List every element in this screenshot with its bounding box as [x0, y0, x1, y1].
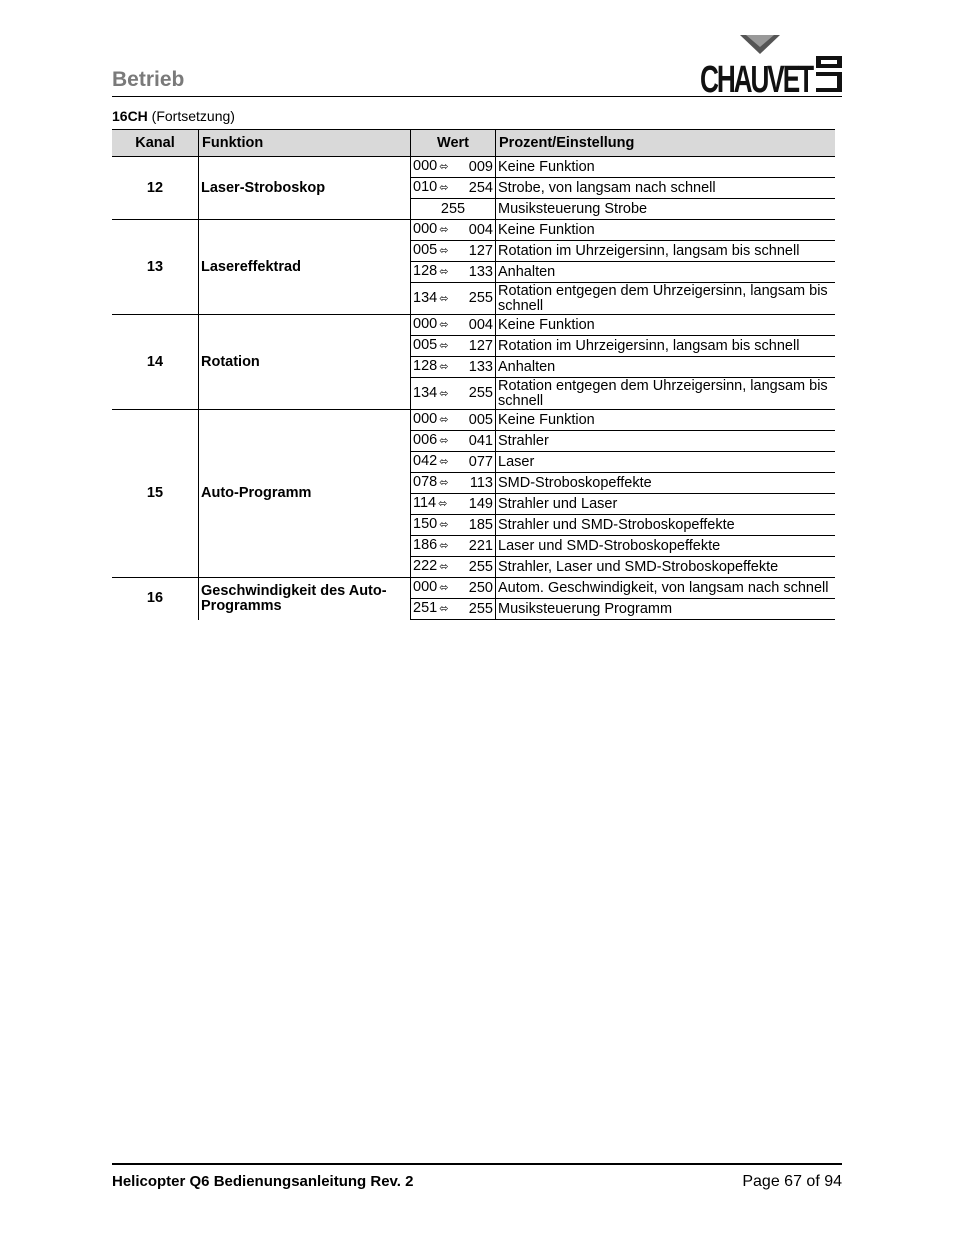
wert-cell [411, 357, 496, 378]
wert-cell [411, 515, 496, 536]
einstellung-cell: Musiksteuerung Programm [496, 599, 836, 620]
wert-to: 005 [468, 411, 493, 428]
footer-document-title: Helicopter Q6 Bedienungsanleitung Rev. 2 [112, 1173, 414, 1190]
einstellung-cell: Autom. Geschwindigkeit, von langsam nach schnell [496, 578, 836, 599]
wert-cell [411, 536, 496, 557]
range-arrow-icon: ⬄ [439, 245, 449, 257]
table-caption: 16CH (Fortsetzung) [112, 108, 235, 124]
wert-to: 185 [468, 516, 493, 533]
einstellung-cell: Rotation entgegen dem Uhrzeigersinn, langsam bis schnell [496, 378, 836, 410]
wert-to: 221 [468, 537, 493, 554]
wert-from: 005 [413, 242, 438, 258]
wert-from: 134 [413, 384, 438, 401]
wert-to: 254 [468, 179, 493, 196]
kanal-cell: 12 [112, 157, 199, 220]
einstellung-cell: Rotation im Uhrzeigersinn, langsam bis schnell [496, 336, 836, 357]
wert-to: 127 [468, 337, 493, 354]
einstellung-cell: Rotation im Uhrzeigersinn, langsam bis schnell [496, 241, 836, 262]
wert-cell [411, 178, 496, 199]
svg-text:CHAUVET: CHAUVET [700, 59, 814, 101]
range-arrow-icon: ⬄ [439, 435, 449, 447]
wert-from: 186 [413, 537, 438, 553]
wert-cell [411, 473, 496, 494]
wert-from: 134 [413, 289, 438, 306]
range-arrow-icon: ⬄ [439, 603, 449, 615]
kanal-cell: 14 [112, 315, 199, 410]
wert-from: 222 [413, 558, 438, 574]
wert-to: 255 [468, 558, 493, 575]
wert-cell [411, 336, 496, 357]
wert-from: 114 [413, 495, 437, 511]
wert-value: 255 [440, 200, 466, 217]
wert-to: 041 [468, 432, 493, 449]
wert-cell [411, 494, 496, 515]
wert-to: 009 [468, 158, 493, 175]
wert-to: 133 [468, 358, 493, 375]
col-header-prozent: Prozent/Einstellung [496, 130, 836, 157]
wert-cell [411, 241, 496, 262]
wert-cell [411, 378, 496, 410]
wert-cell [411, 431, 496, 452]
einstellung-cell: Laser [496, 452, 836, 473]
funktion-cell: Rotation [199, 315, 411, 410]
table-row [112, 578, 835, 599]
table-row [112, 410, 835, 431]
wert-from: 251 [413, 600, 438, 616]
chauvet-dj-logo [700, 32, 846, 101]
footer-divider [112, 1163, 842, 1165]
kanal-cell: 16 [112, 578, 199, 620]
wert-from: 010 [413, 179, 438, 195]
kanal-cell: 13 [112, 220, 199, 315]
range-arrow-icon: ⬄ [439, 224, 449, 236]
col-header-wert: Wert [411, 130, 496, 157]
wert-from: 006 [413, 432, 438, 448]
range-arrow-icon: ⬄ [439, 292, 449, 305]
funktion-cell: Laser-Stroboskop [199, 157, 411, 220]
wert-from: 000 [413, 579, 438, 595]
range-arrow-icon: ⬄ [439, 582, 449, 594]
kanal-cell: 15 [112, 410, 199, 578]
wert-from: 000 [413, 158, 438, 174]
wert-cell [411, 578, 496, 599]
range-arrow-icon: ⬄ [439, 387, 449, 400]
range-arrow-icon: ⬄ [439, 361, 449, 373]
wert-cell [411, 452, 496, 473]
wert-from: 042 [413, 453, 438, 469]
wert-to: 133 [468, 263, 493, 280]
range-arrow-icon: ⬄ [439, 456, 449, 468]
einstellung-cell: Anhalten [496, 262, 836, 283]
wert-from: 078 [413, 474, 438, 490]
wert-from: 128 [413, 263, 438, 279]
range-arrow-icon: ⬄ [439, 266, 449, 278]
range-arrow-icon: ⬄ [439, 414, 449, 426]
wert-to: 255 [468, 290, 493, 306]
einstellung-cell: Keine Funktion [496, 410, 836, 431]
funktion-cell: Lasereffektrad [199, 220, 411, 315]
einstellung-cell: Keine Funktion [496, 157, 836, 178]
wert-cell [411, 220, 496, 241]
funktion-cell: Auto-Programm [199, 410, 411, 578]
range-arrow-icon: ⬄ [439, 540, 449, 552]
wert-from: 128 [413, 358, 438, 374]
range-arrow-icon: ⬄ [439, 319, 449, 331]
wert-cell [411, 410, 496, 431]
wert-cell [411, 199, 496, 220]
range-arrow-icon: ⬄ [439, 561, 449, 573]
einstellung-cell: Anhalten [496, 357, 836, 378]
funktion-cell: Geschwindigkeit des Auto-Programms [199, 578, 411, 620]
wert-to: 113 [469, 474, 493, 491]
wert-cell [411, 557, 496, 578]
wert-cell [411, 262, 496, 283]
wert-to: 077 [468, 453, 493, 470]
wert-from: 000 [413, 411, 438, 427]
wert-cell [411, 157, 496, 178]
range-arrow-icon: ⬄ [439, 477, 449, 489]
range-arrow-icon: ⬄ [438, 498, 448, 510]
einstellung-cell: Laser und SMD-Stroboskopeffekte [496, 536, 836, 557]
wert-cell [411, 599, 496, 620]
einstellung-cell: Rotation entgegen dem Uhrzeigersinn, langsam bis schnell [496, 283, 836, 315]
wert-to: 127 [468, 242, 493, 259]
wert-to: 250 [468, 579, 493, 596]
einstellung-cell: Strahler und Laser [496, 494, 836, 515]
einstellung-cell: Musiksteuerung Strobe [496, 199, 836, 220]
wert-from: 150 [413, 516, 438, 532]
einstellung-cell: Keine Funktion [496, 220, 836, 241]
footer-page-number: Page 67 of 94 [742, 1173, 842, 1190]
wert-from: 000 [413, 316, 438, 332]
einstellung-cell: Strahler, Laser und SMD-Stroboskopeffekte [496, 557, 836, 578]
range-arrow-icon: ⬄ [439, 519, 449, 531]
range-arrow-icon: ⬄ [439, 182, 449, 194]
wert-to: 004 [468, 316, 493, 333]
table-row [112, 157, 835, 178]
wert-cell [411, 283, 496, 315]
dmx-channel-table [112, 129, 835, 620]
section-title: Betrieb [112, 68, 185, 91]
einstellung-cell: SMD-Stroboskopeffekte [496, 473, 836, 494]
einstellung-cell: Strahler [496, 431, 836, 452]
wert-cell [411, 315, 496, 336]
wert-to: 255 [468, 600, 493, 617]
range-arrow-icon: ⬄ [439, 161, 449, 173]
wert-from: 000 [413, 221, 438, 237]
einstellung-cell: Strobe, von langsam nach schnell [496, 178, 836, 199]
wert-to: 255 [468, 385, 493, 401]
range-arrow-icon: ⬄ [439, 340, 449, 352]
wert-to: 004 [468, 221, 493, 238]
table-row [112, 315, 835, 336]
einstellung-cell: Keine Funktion [496, 315, 836, 336]
table-row [112, 220, 835, 241]
col-header-kanal: Kanal [112, 130, 199, 157]
col-header-funktion: Funktion [199, 130, 411, 157]
einstellung-cell: Strahler und SMD-Stroboskopeffekte [496, 515, 836, 536]
wert-to: 149 [468, 495, 493, 512]
wert-from: 005 [413, 337, 438, 353]
